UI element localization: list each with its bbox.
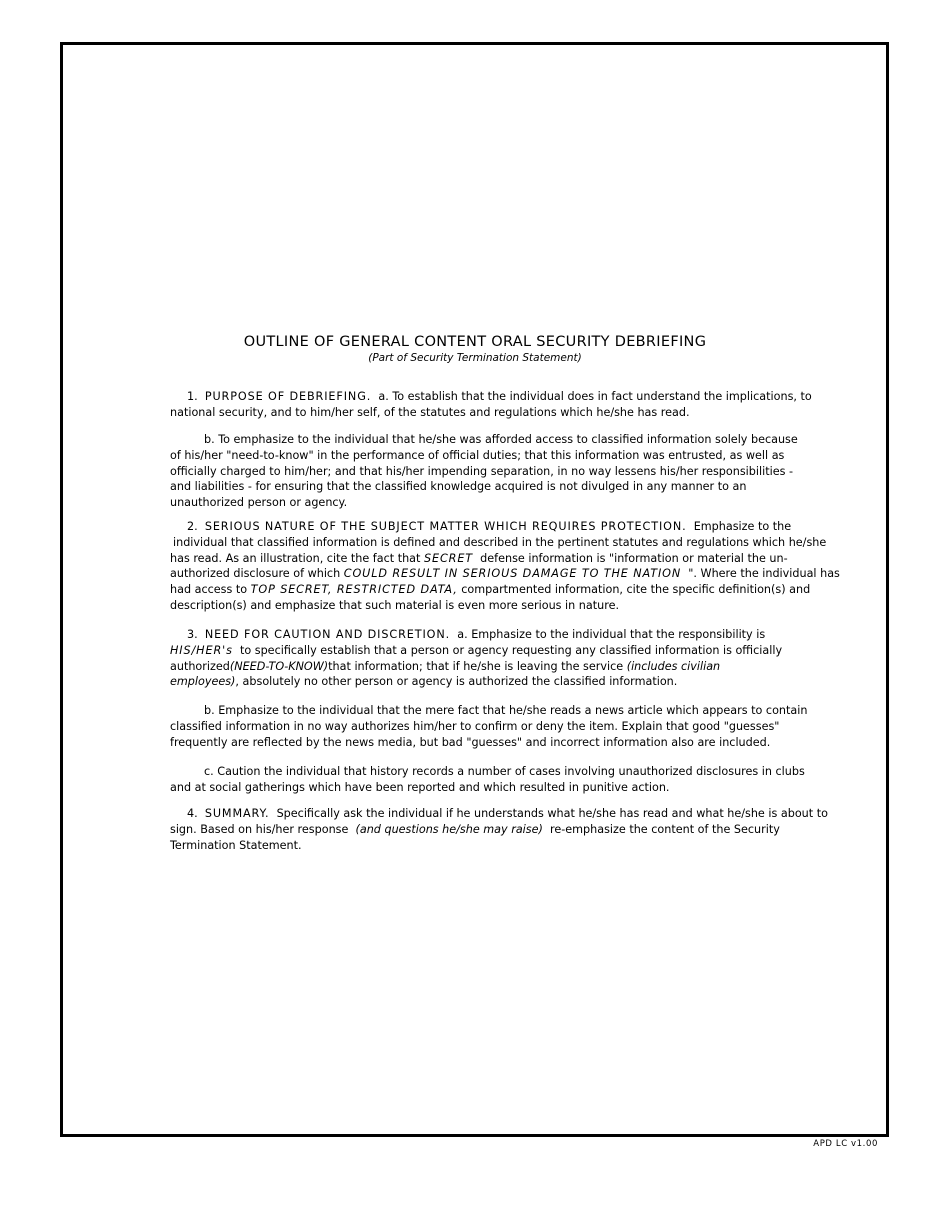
document-subtitle: (Part of Security Termination Statement) — [368, 352, 582, 364]
section-1b-paragraph: b. To emphasize to the individual that he/she was afforded access to classified information solely because of his/her "need-to-know" in the performance of official duties; that this information was entrusted, as well as officially charged to him/her; and that his/her impending separation, in no way lessens his/her responsibilities - and liabilities - for ensuring that the classified knowledge acquired is not divulged in any manner to an unauthorized person or agency. — [170, 433, 798, 510]
section-3-caution: 3. NEED FOR CAUTION AND DISCRETION. a. Emphasize to the individual that the responsibility is HIS/HER's to specifically establish that a person or agency requesting any classified information is officially authorized(NEED-TO-KNOW)that information; that if he/she is leaving the service (includes civilian employees), absolutely no other person or agency is authorized the classified information. — [170, 628, 783, 689]
section-1-purpose: 1. PURPOSE OF DEBRIEFING. a. To establish that the individual does in fact understand the implications, to national security, and to him/her self, of the statutes and regulations which he/she has read. — [170, 390, 812, 419]
form-version-label: APD LC v1.00 — [813, 1139, 878, 1149]
section-3c-paragraph: c. Caution the individual that history records a number of cases involving unauthorized disclosures in clubs and at social gatherings which have been reported and which resulted in punitive action. — [170, 765, 805, 794]
document-title: OUTLINE OF GENERAL CONTENT ORAL SECURITY DEBRIEFING — [243, 334, 707, 350]
section-4-summary: 4. SUMMARY. Specifically ask the individual if he understands what he/she has read and what he/she is about to sign. Based on his/her response (and questions he/she may raise) re-emphasize the content of the Security Termination Statement. — [170, 807, 828, 852]
section-2-serious-nature: 2. SERIOUS NATURE OF THE SUBJECT MATTER WHICH REQUIRES PROTECTION. Emphasize to the individual that classified information is defined and described in the pertinent statutes and regulations which he/she has read. As an illustration, cite the fact that SECRET defense information is "information or material the un- authorized disclosure of which COULD RESULT IN SERIOUS DAMAGE TO THE NATION ". Where the individual has had access to TOP SECRET, RESTRICTED DATA, compartmented information, cite the specific definition(s) and description(s) and emphasize that such material is even more serious in nature. — [170, 520, 840, 612]
section-3b-paragraph: b. Emphasize to the individual that the mere fact that he/she reads a news article which appears to contain classified information in no way authorizes him/her to confirm or deny the item. Explain that good "guesses" frequently are reflected by the news media, but bad "guesses" and incorrect information also are included. — [170, 704, 808, 749]
